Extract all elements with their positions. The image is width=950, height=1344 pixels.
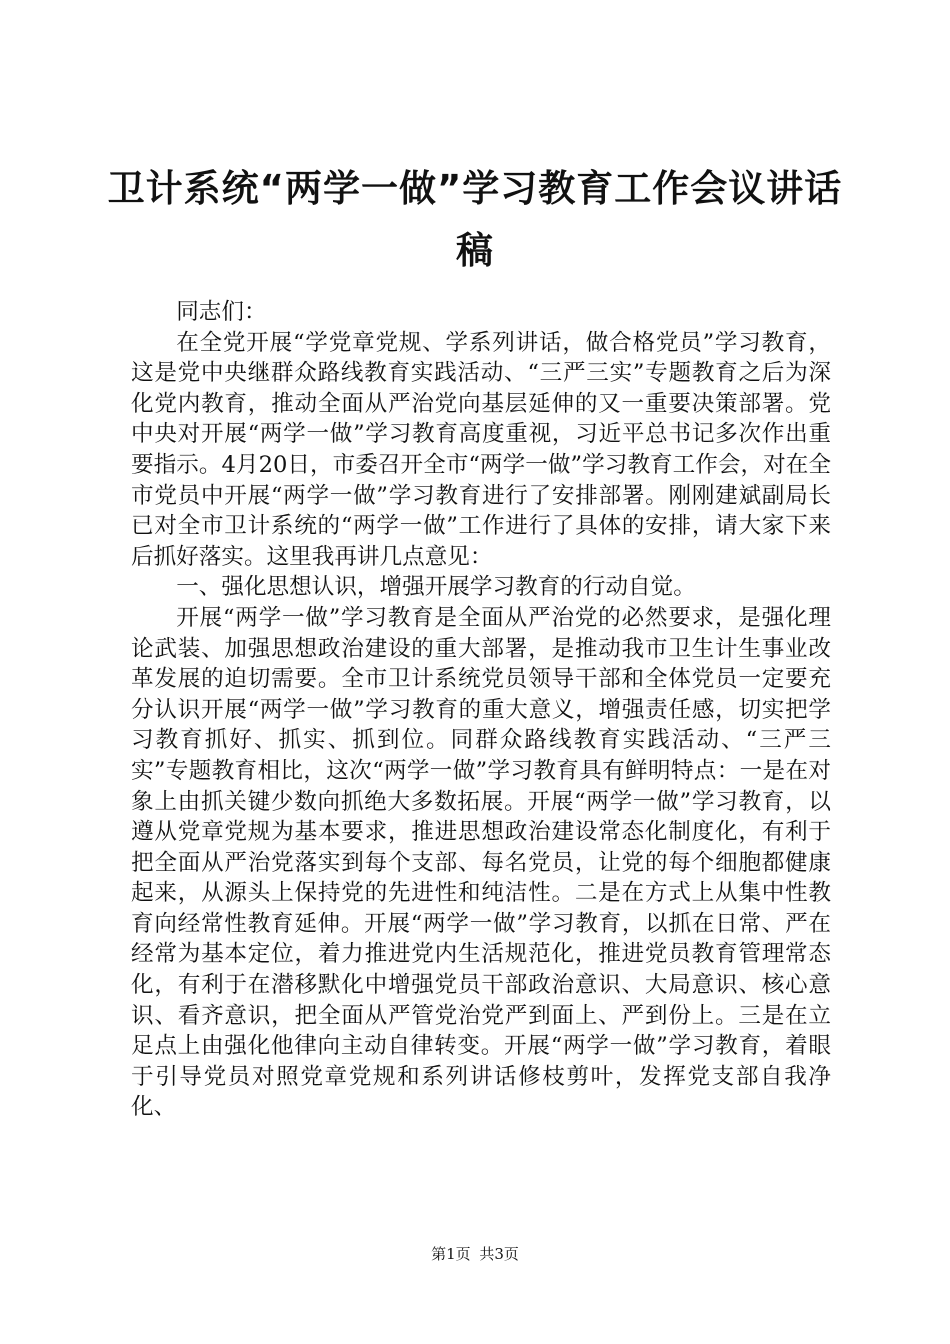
document-title: 卫计系统“两学一做”学习教育工作会议讲话稿	[107, 167, 843, 272]
body-paragraph: 开展“两学一做”学习教育是全面从严治党的必然要求，是强化理论武装、加强思想政治建设的重大部署，是推动我市卫生计生事业改革发展的迫切需要。全市卫计系统党员领导干部和全体党员一定要充分认识开展“两学一做”学习教育的重大意义，增强责任感，切实把学习教育抓好、抓实、抓到位。同群众路线教育实践活动、“三严三实”专题教育相比，这次“两学一做”学习教育具有鲜明特点：一是在对象上由抓关键少数向抓绝大多数拓展。开展“两学一做”学习教育，以遵从党章党规为基本要求，推进思想政治建设常态化制度化，有利于把全面从严治党落实到每个支部、每名党员，让党的每个细胞都健康起来，从源头上保持党的先进性和纯洁性。二是在方式上从集中性教育向经常性教育延伸。开展“两学一做”学习教育，以抓在日常、严在经常为基本定位，着力推进党内生活规范化，推进党员教育管理常态化，有利于在潜移默化中增强党员干部政治意识、大局意识、核心意识、看齐意识，把全面从严管党治党严到面上、严到份上。三是在立足点上由强化他律向主动自律转变。开展“两学一做”学习教育，着眼于引导党员对照党章党规和系列讲话修枝剪叶，发挥党支部自我净化、	[131, 604, 831, 1121]
page-footer	[0, 1244, 950, 1264]
salutation-paragraph: 同志们：	[176, 299, 267, 325]
section-heading: 一、强化思想认识，增强开展学习教育的行动自觉。	[176, 574, 696, 601]
body-paragraph: 在全党开展“学党章党规、学系列讲话，做合格党员”学习教育，这是党中央继群众路线教育实践活动、“三严三实”专题教育之后为深化党内教育，推动全面从严治党向基层延伸的又一重要决策部署。党中央对开展“两学一做”学习教育高度重视，习近平总书记多次作出重要指示。4月20日，市委召开全市“两学一做”学习教育工作会，对在全市党员中开展“两学一做”学习教育进行了安排部署。刚刚建斌副局长已对全市卫计系统的“两学一做”工作进行了具体的安排，请大家下来后抓好落实。这里我再讲几点意见：	[131, 329, 831, 570]
page-total: 共3页	[479, 1245, 519, 1263]
document-body	[131, 297, 831, 1123]
page-number: 第1页	[431, 1245, 471, 1263]
